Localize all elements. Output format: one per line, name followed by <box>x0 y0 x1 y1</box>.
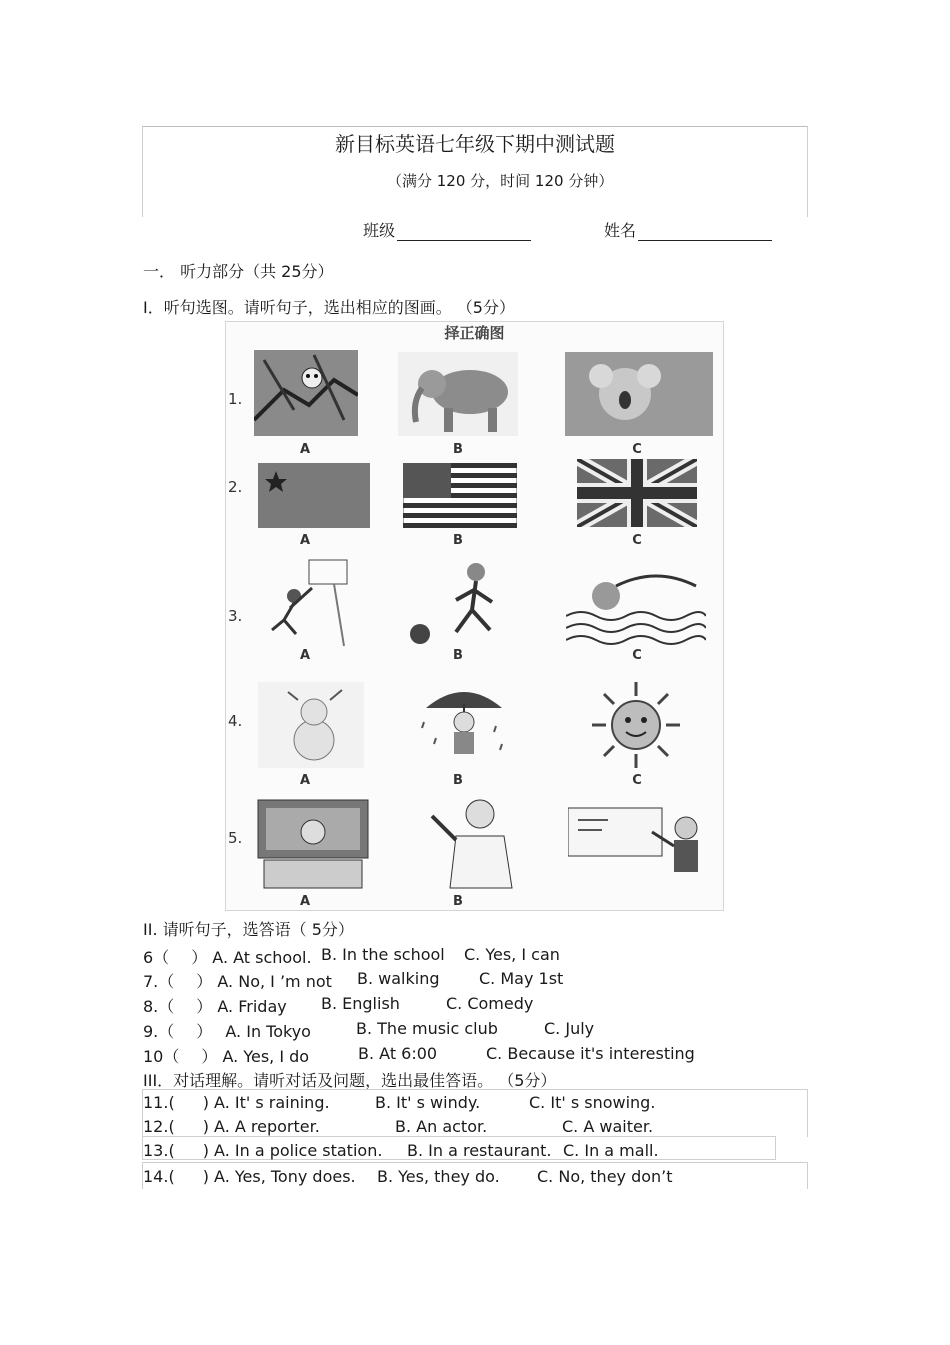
option-a: A. At school. <box>212 948 312 967</box>
option-c: C. In a mall. <box>563 1141 659 1160</box>
option-a: A. In a police station. <box>214 1141 383 1160</box>
sun-image <box>586 680 686 770</box>
elephant-image <box>398 352 518 436</box>
option-letter: A <box>299 773 311 788</box>
option-c: C. No, they don’t <box>537 1167 673 1186</box>
option-letter: C <box>632 773 642 788</box>
class-field <box>363 218 531 241</box>
koala-image <box>565 352 713 436</box>
panda-tree-image <box>254 350 358 436</box>
row-number: 1. <box>228 390 243 408</box>
soccer-image <box>406 560 516 646</box>
option-b: B. The music club <box>356 1019 498 1038</box>
option-b: B. In the school <box>321 945 445 964</box>
question-13: 13.( ) A. In a police station. <box>143 1141 383 1160</box>
teacher-image <box>568 806 713 892</box>
doctor-image <box>422 796 532 890</box>
row-number: 3. <box>228 607 243 625</box>
question-12: 12.( ) A. A reporter. <box>143 1117 320 1136</box>
row-number: 5. <box>228 829 243 847</box>
option-c: C. Comedy <box>446 994 534 1013</box>
option-b: B. In a restaurant. <box>407 1141 552 1160</box>
option-a: A. Friday <box>217 997 287 1016</box>
option-c: C. May 1st <box>479 969 564 988</box>
row-number: 2. <box>228 478 243 496</box>
picture-grid <box>225 321 724 911</box>
option-b: B. Yes, they do. <box>377 1167 500 1186</box>
name-blank[interactable] <box>638 222 772 241</box>
option-a: A. It' s raining. <box>214 1093 330 1112</box>
option-letter: A <box>299 894 311 909</box>
question-7: 7.（ ） A. No, I ’m not <box>143 972 332 991</box>
snowman-image <box>258 682 364 768</box>
option-a: A. A reporter. <box>214 1117 320 1136</box>
option-b: B. An actor. <box>395 1117 488 1136</box>
option-a: A. In Tokyo <box>225 1022 311 1041</box>
uk-flag-image <box>577 459 697 527</box>
page-subtitle: （满分 120 分，时间 120 分钟） <box>387 172 614 190</box>
option-c: C. It' s snowing. <box>529 1093 656 1112</box>
page-title: 新目标英语七年级下期中测试题 <box>335 132 615 156</box>
option-letter: B <box>453 773 463 788</box>
section1-heading: I．听句选图。请听句子，选出相应的图画。 （5分） <box>143 298 515 317</box>
option-b: B. It' s windy. <box>375 1093 481 1112</box>
basketball-image <box>254 558 364 648</box>
option-c: C. July <box>544 1019 595 1038</box>
class-blank[interactable] <box>397 222 531 241</box>
option-letter: B <box>453 442 463 457</box>
option-letter: C <box>632 533 642 548</box>
question-10: 10（ ） A. Yes, I do <box>143 1047 310 1066</box>
part1-heading: 一． 听力部分（共 25分） <box>143 262 334 281</box>
class-label: 班级 <box>363 221 396 240</box>
option-letter: B <box>453 533 463 548</box>
section3-heading: III．对话理解。请听对话及问题，选出最佳答语。 （5分） <box>143 1071 557 1090</box>
option-letter: C <box>632 648 642 663</box>
name-label: 姓名 <box>604 221 637 240</box>
row-number: 4. <box>228 712 243 730</box>
option-c: C. Because it's interesting <box>486 1044 695 1063</box>
option-letter: A <box>299 648 311 663</box>
option-letter: B <box>453 648 463 663</box>
option-a: A. No, I ’m not <box>217 972 332 991</box>
news-reporter-image <box>256 798 370 890</box>
rainy-boy-image <box>416 682 512 766</box>
china-flag-image <box>258 463 370 528</box>
option-b: B. English <box>321 994 400 1013</box>
question-11: 11.( ) A. It' s raining. <box>143 1093 330 1112</box>
option-b: B. At 6:00 <box>358 1044 438 1063</box>
option-letter: C <box>632 442 642 457</box>
figure-title: 择正确图 <box>444 324 505 342</box>
usa-flag-image <box>403 463 517 528</box>
question-14: 14.( ) A. Yes, Tony does. <box>143 1167 356 1186</box>
question-6: 6（ ） A. At school. <box>143 948 312 967</box>
name-field <box>604 218 772 241</box>
section2-heading: II. 请听句子，选答语（ 5分） <box>143 920 354 939</box>
option-letter: A <box>299 442 311 457</box>
option-b: B. walking <box>357 969 440 988</box>
swimming-image <box>566 556 706 646</box>
option-a: A. Yes, Tony does. <box>214 1167 356 1186</box>
question-8: 8.（ ） A. Friday <box>143 997 287 1016</box>
option-a: A. Yes, I do <box>222 1047 310 1066</box>
option-c: C. A waiter. <box>562 1117 654 1136</box>
question-9: 9.（ ） A. In Tokyo <box>143 1022 311 1041</box>
option-c: C. Yes, I can <box>464 945 560 964</box>
option-letter: A <box>299 533 311 548</box>
option-letter: B <box>453 894 463 909</box>
